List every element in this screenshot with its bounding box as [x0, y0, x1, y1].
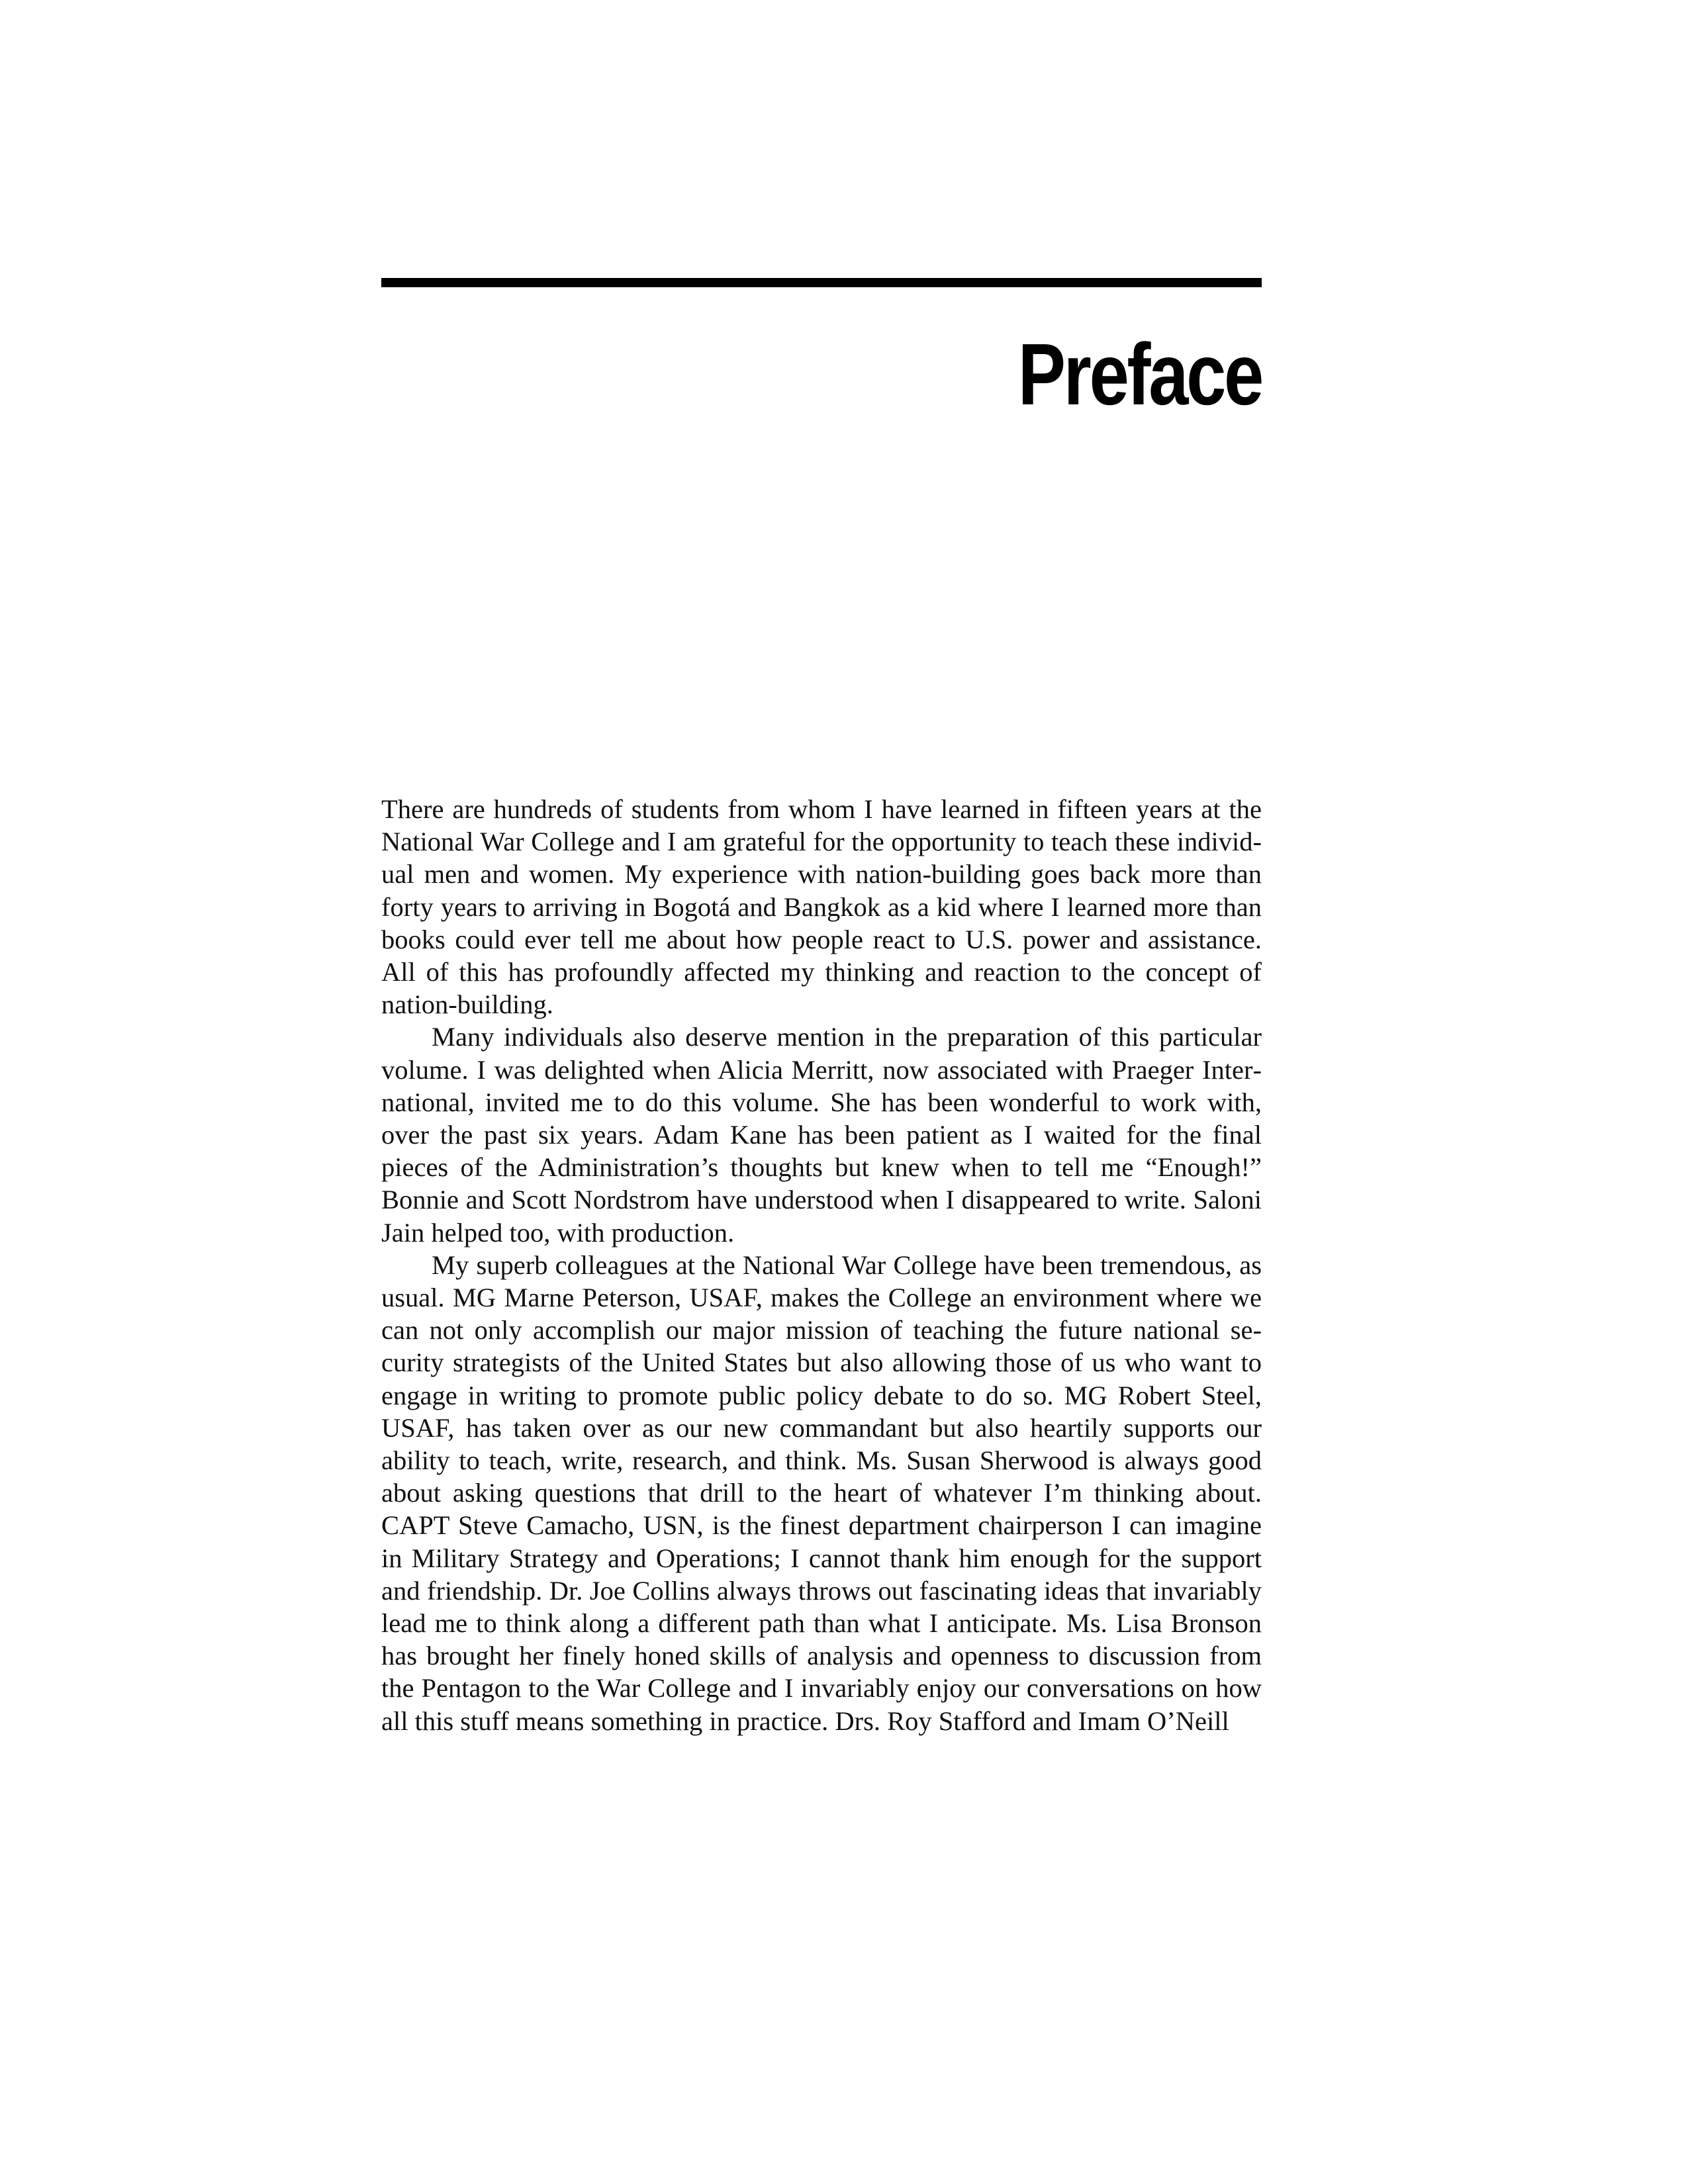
chapter-rule: [381, 278, 1262, 287]
preface-body: [381, 793, 1262, 1737]
paragraph-1: There are hundreds of students from whom I have learned in fifteen years at the National War College and I am grateful for the opportunity to teach these individual men and women. My experience with nation-building goes back more than forty years to arriving in Bogotá and Bangkok as a kid where I learned more than books could ever tell me about how people react to U.S. power and assistance. All of this has profoundly affected my thinking and reaction to the concept of nation-building.: [381, 794, 1262, 1020]
paragraph-2: Many individuals also deserve mention in the preparation of this particular volume. I was delighted when Alicia Merritt, now associated with Praeger International, invited me to do this volume. She has been wonderful to work with, over the past six years. Adam Kane has been patient as I waited for the final pieces of the Administration’s thoughts but knew when to tell me “Enough!” Bonnie and Scott Nordstrom have understood when I disappeared to write. Saloni Jain helped too, with production.: [381, 1022, 1262, 1248]
chapter-title: Preface: [1017, 326, 1262, 423]
paragraph-3: My superb colleagues at the National War College have been tremendous, as usual. MG Marne Peterson, USAF, makes the College an environment where we can not only accomplish our major mission of teaching the future national security strategists of the United States but also allowing those of us who want to engage in writing to promote public policy debate to do so. MG Robert Steel, USAF, has taken over as our new commandant but also heartily supports our ability to teach, write, research, and think. Ms. Susan Sherwood is always good about asking questions that drill to the heart of whatever I’m thinking about. CAPT Steve Camacho, USN, is the finest department chairperson I can imagine in Military Strategy and Operations; I cannot thank him enough for the support and friendship. Dr. Joe Collins always throws out fascinating ideas that invariably lead me to think along a different path than what I anticipate. Ms. Lisa Bronson has brought her finely honed skills of analysis and openness to discussion from the Pentagon to the War College and I invariably enjoy our conversations on how all this stuff means something in practice. Drs. Roy Stafford and Imam O’Neill: [381, 1250, 1262, 1736]
